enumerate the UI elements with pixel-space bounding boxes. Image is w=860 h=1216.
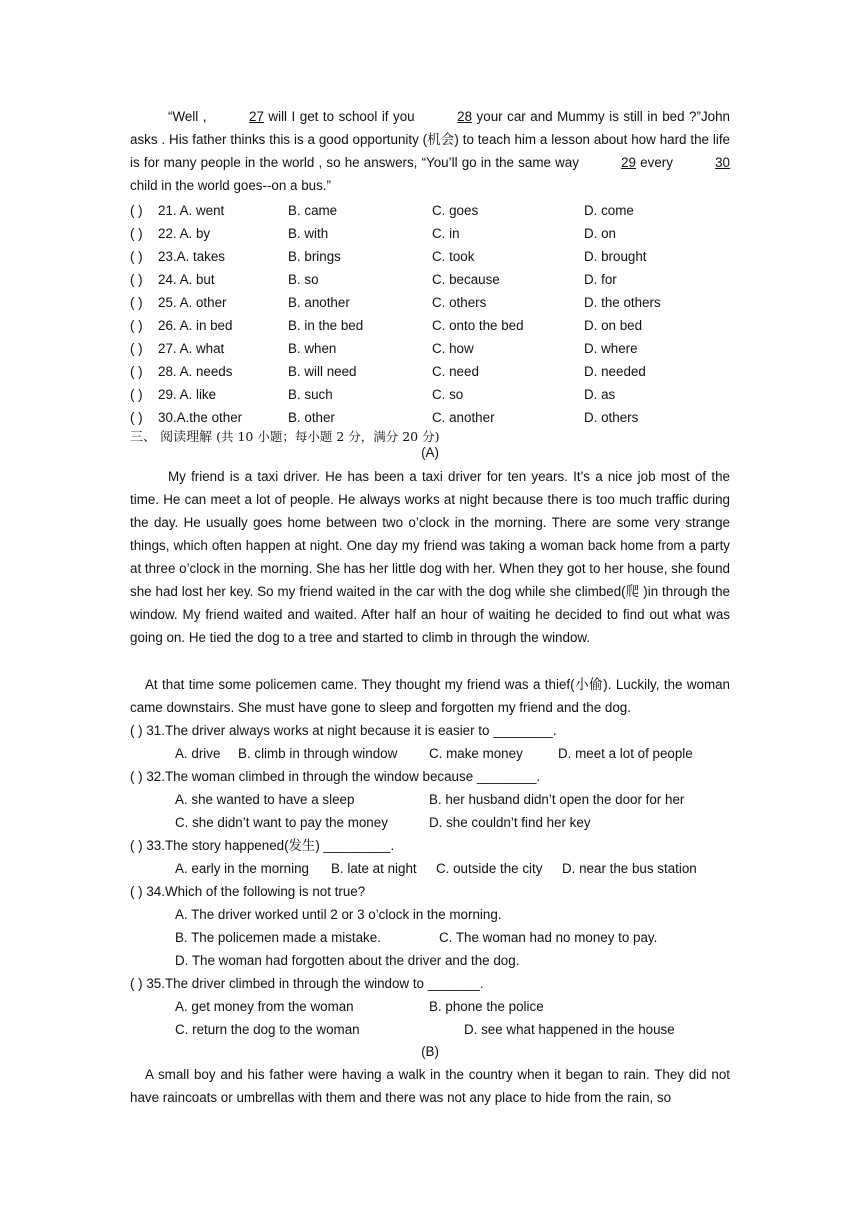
answer-slot: ( ) (130, 203, 143, 218)
option-a: 24. A. but (158, 272, 215, 287)
question-row (130, 291, 730, 314)
blank-28: 28 (457, 109, 473, 124)
option-c: C. another (432, 410, 495, 425)
option-b: B. such (288, 387, 333, 402)
option-a: 21. A. went (158, 203, 225, 218)
option-a: 30.A.the other (158, 410, 243, 425)
blank-27: 27 (249, 109, 264, 124)
option-d: D. on bed (584, 318, 643, 333)
option-c: C. took (432, 249, 475, 264)
options-line (130, 811, 730, 834)
reading-questions (130, 719, 730, 1041)
options-line (130, 926, 730, 949)
option-d: D. the others (584, 295, 661, 310)
options-line (130, 949, 730, 972)
option-a: 22. A. by (158, 226, 211, 241)
section-subtitle: (共 10 小题；每小题 2 分，满分 20 分) (212, 429, 440, 444)
option-d: D. near the bus station (562, 861, 697, 876)
option-b: B. another (288, 295, 350, 310)
question-35 (130, 972, 730, 1041)
answer-slot: ( ) (130, 364, 143, 379)
option-d: D. where (584, 341, 638, 356)
question-stem: ( ) 34.Which of the following is not true? (130, 884, 366, 899)
option-b: B. her husband didn’t open the door for her (429, 792, 685, 807)
option-a: 28. A. needs (158, 364, 233, 379)
answer-slot: ( ) (130, 410, 143, 425)
passage-text: every (636, 155, 678, 170)
question-stem: ( ) 31.The driver always works at night because it is easier to ________. (130, 723, 557, 738)
option-b: B. late at night (331, 861, 417, 876)
option-b: B. came (288, 203, 338, 218)
question-stem: ( ) 35.The driver climbed in through the window to _______. (130, 976, 484, 991)
question-row (130, 222, 730, 245)
passage-a-paragraph-1: My friend is a taxi driver. He has been a taxi driver for ten years. It’s a nice job most of the time. He can meet a lot of people. He always works at night because there is too much traffic during the day. He usually goes home between two o’clock in the morning. There are some very strange things, which often happen at night. One day my friend was taking a woman back home from a party at three o’clock in the morning. She has her little dog with her. When they got to her house, she found she had lost her key. So my friend waited in the car with the dog while she climbed(爬 )in through the window. My friend waited and waited. After half an hour of waiting he decided to find out what was going on. He tied the dog to a tree and started to climb in through the window. (130, 469, 730, 645)
answer-slot: ( ) (130, 387, 143, 402)
option-a: 25. A. other (158, 295, 227, 310)
option-c: C. outside the city (436, 861, 543, 876)
passage-a-paragraph-2: At that time some policemen came. They thought my friend was a thief(小偷). Luckily, the woman came downstairs. She must have gone to sleep and forgotten my friend and the dog. (130, 677, 730, 715)
option-d: D. needed (584, 364, 646, 379)
question-stem: ( ) 32.The woman climbed in through the window because ________. (130, 769, 541, 784)
answer-slot: ( ) (130, 226, 143, 241)
option-d: D. as (584, 387, 616, 402)
passage-text: will I get to school if you (263, 109, 420, 124)
passage-b-label: (B) (421, 1044, 439, 1059)
options-line (130, 742, 730, 765)
option-d: D. meet a lot of people (558, 746, 693, 761)
option-c: C. because (432, 272, 500, 287)
option-d: D. others (584, 410, 639, 425)
question-row (130, 337, 730, 360)
option-d: D. The woman had forgotten about the driver and the dog. (175, 953, 520, 968)
option-c: C. return the dog to the woman (175, 1022, 360, 1037)
option-d: D. she couldn’t find her key (429, 815, 591, 830)
option-b: B. with (288, 226, 329, 241)
cloze-passage (130, 105, 730, 197)
question-row (130, 268, 730, 291)
question-31 (130, 719, 730, 765)
option-a: 23.A. takes (158, 249, 225, 264)
option-c: C. need (432, 364, 479, 379)
option-c: C. in (432, 226, 460, 241)
option-b: B. climb in through window (238, 746, 398, 761)
question-row (130, 360, 730, 383)
option-c: C. others (432, 295, 487, 310)
option-b: B. so (288, 272, 319, 287)
section-title: 三、 阅读理解 (130, 430, 213, 445)
option-b: B. other (288, 410, 335, 425)
passage-text: child in the world goes--on a bus.” (130, 178, 331, 193)
option-c: C. goes (432, 203, 479, 218)
options-line (130, 903, 730, 926)
option-a: A. drive (175, 746, 221, 761)
option-c: C. she didn’t want to pay the money (175, 815, 388, 830)
answer-slot: ( ) (130, 318, 143, 333)
blank-29: 29 (621, 155, 636, 170)
question-33 (130, 834, 730, 880)
cloze-questions (130, 199, 730, 429)
option-b: B. phone the police (429, 999, 544, 1014)
question-32 (130, 765, 730, 834)
answer-slot: ( ) (130, 249, 143, 264)
question-34 (130, 880, 730, 972)
passage-a-label: (A) (421, 445, 439, 460)
options-line (130, 1018, 730, 1041)
option-b: B. brings (288, 249, 341, 264)
option-b: B. The policemen made a mistake. (175, 930, 381, 945)
option-a: A. The driver worked until 2 or 3 o’clock in the morning. (175, 907, 502, 922)
option-c: C. so (432, 387, 464, 402)
options-line (130, 995, 730, 1018)
option-c: C. onto the bed (432, 318, 524, 333)
option-d: D. brought (584, 249, 647, 264)
question-row (130, 383, 730, 406)
option-a: 29. A. like (158, 387, 217, 402)
option-d: D. see what happened in the house (464, 1022, 675, 1037)
options-line (130, 788, 730, 811)
option-a: A. she wanted to have a sleep (175, 792, 355, 807)
option-a: A. get money from the woman (175, 999, 354, 1014)
option-c: C. how (432, 341, 474, 356)
option-b: B. in the bed (288, 318, 364, 333)
option-b: B. when (288, 341, 337, 356)
answer-slot: ( ) (130, 295, 143, 310)
option-d: D. on (584, 226, 617, 241)
question-row (130, 314, 730, 337)
option-a: 26. A. in bed (158, 318, 233, 333)
blank-30: 30 (715, 155, 731, 170)
answer-slot: ( ) (130, 341, 143, 356)
option-c: C. The woman had no money to pay. (439, 930, 658, 945)
options-line (130, 857, 730, 880)
option-b: B. will need (288, 364, 357, 379)
option-d: D. for (584, 272, 617, 287)
answer-slot: ( ) (130, 272, 143, 287)
question-row (130, 199, 730, 222)
option-a: A. early in the morning (175, 861, 309, 876)
option-d: D. come (584, 203, 634, 218)
passage-b-paragraph-1: A small boy and his father were having a walk in the country when it began to rain. They did not have raincoats or umbrellas with them and there was not any place to hide from the rain, so (130, 1067, 730, 1105)
question-row (130, 245, 730, 268)
option-a: 27. A. what (158, 341, 225, 356)
question-stem: ( ) 33.The story happened(发生) _________. (130, 838, 395, 853)
passage-text: “Well , (168, 109, 212, 124)
passage-text: your car and Mummy is still in bed ?”John asks . His father thinks this is a good opportunity (机会) to teach him a lesson about how hard the life is for many people in the world , so he answers, “You’ll go in the same way (130, 109, 730, 170)
option-c: C. make money (429, 746, 523, 761)
